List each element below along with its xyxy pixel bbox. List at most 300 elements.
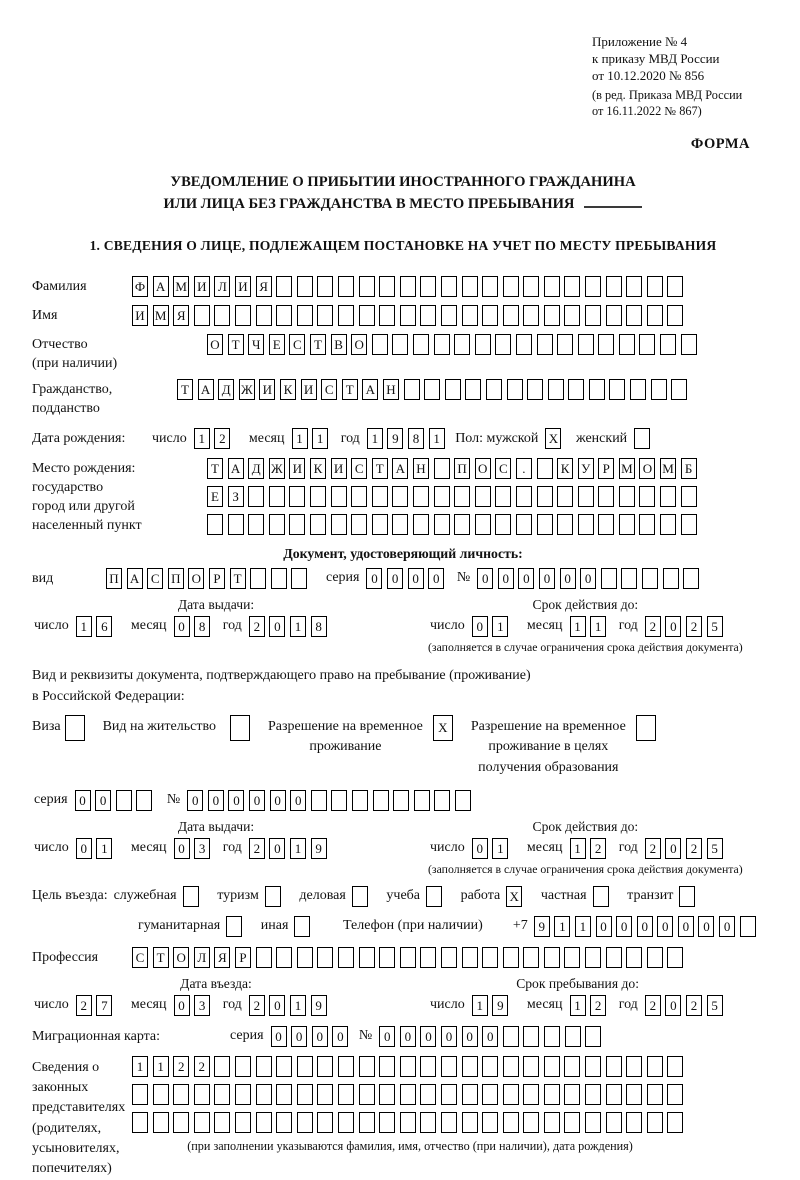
char-box[interactable] xyxy=(441,1056,457,1077)
char-box[interactable] xyxy=(578,514,594,535)
char-box[interactable] xyxy=(414,790,430,811)
char-box[interactable] xyxy=(331,790,347,811)
char-box[interactable] xyxy=(544,1056,560,1077)
char-box[interactable] xyxy=(507,379,523,400)
char-box[interactable] xyxy=(379,947,395,968)
char-box[interactable] xyxy=(271,568,287,589)
char-box[interactable] xyxy=(256,1056,272,1077)
char-box[interactable]: 0 xyxy=(269,838,285,859)
char-box[interactable] xyxy=(660,334,676,355)
char-box[interactable] xyxy=(537,458,553,479)
char-box[interactable] xyxy=(564,276,580,297)
char-box[interactable] xyxy=(683,568,699,589)
char-box[interactable]: 1 xyxy=(132,1056,148,1077)
char-box[interactable] xyxy=(585,947,601,968)
char-box[interactable] xyxy=(585,305,601,326)
char-box[interactable] xyxy=(565,1026,581,1047)
char-box[interactable] xyxy=(462,1084,478,1105)
char-box[interactable]: 0 xyxy=(187,790,203,811)
residence-valid-day[interactable] xyxy=(472,838,513,859)
char-box[interactable]: 0 xyxy=(637,916,653,937)
representatives-row2[interactable] xyxy=(132,1084,688,1105)
char-box[interactable]: 1 xyxy=(76,616,92,637)
char-box[interactable] xyxy=(276,276,292,297)
char-box[interactable] xyxy=(207,514,223,535)
residence-permit-checkbox[interactable] xyxy=(230,715,250,741)
residence-number-boxes[interactable] xyxy=(187,790,475,811)
char-box[interactable]: 0 xyxy=(174,616,190,637)
representatives-row1[interactable] xyxy=(132,1056,688,1077)
char-box[interactable] xyxy=(516,514,532,535)
char-box[interactable]: 9 xyxy=(387,428,403,449)
char-box[interactable] xyxy=(420,1084,436,1105)
entry-day[interactable] xyxy=(76,995,117,1016)
sex-female-checkbox[interactable] xyxy=(634,428,655,449)
char-box[interactable] xyxy=(523,305,539,326)
purpose-transit-checkbox[interactable] xyxy=(679,886,700,907)
char-box[interactable] xyxy=(317,276,333,297)
char-box[interactable] xyxy=(619,514,635,535)
char-box[interactable] xyxy=(289,486,305,507)
identity-issue-month[interactable] xyxy=(174,616,215,637)
char-box[interactable]: 0 xyxy=(472,838,488,859)
char-box[interactable] xyxy=(482,305,498,326)
char-box[interactable] xyxy=(413,486,429,507)
char-box[interactable] xyxy=(256,947,272,968)
char-box[interactable]: М xyxy=(153,305,169,326)
char-box[interactable] xyxy=(426,886,442,907)
char-box[interactable]: 0 xyxy=(462,1026,478,1047)
char-box[interactable] xyxy=(441,947,457,968)
char-box[interactable]: 0 xyxy=(420,1026,436,1047)
birth-place-row1[interactable] xyxy=(207,458,701,479)
char-box[interactable] xyxy=(465,379,481,400)
char-box[interactable] xyxy=(413,334,429,355)
char-box[interactable]: 0 xyxy=(269,616,285,637)
char-box[interactable] xyxy=(639,514,655,535)
char-box[interactable]: Т xyxy=(177,379,193,400)
char-box[interactable] xyxy=(132,1084,148,1105)
migration-number-boxes[interactable] xyxy=(379,1026,606,1047)
char-box[interactable] xyxy=(564,305,580,326)
char-box[interactable] xyxy=(626,1112,642,1133)
char-box[interactable] xyxy=(679,886,695,907)
char-box[interactable] xyxy=(359,947,375,968)
char-box[interactable] xyxy=(568,379,584,400)
char-box[interactable]: Т xyxy=(310,334,326,355)
char-box[interactable]: О xyxy=(207,334,223,355)
char-box[interactable]: 0 xyxy=(76,838,92,859)
birth-month-boxes[interactable] xyxy=(292,428,333,449)
char-box[interactable] xyxy=(462,1056,478,1077)
char-box[interactable] xyxy=(352,886,368,907)
char-box[interactable]: 1 xyxy=(570,616,586,637)
char-box[interactable]: 0 xyxy=(560,568,576,589)
char-box[interactable]: 1 xyxy=(290,995,306,1016)
char-box[interactable]: 0 xyxy=(719,916,735,937)
char-box[interactable] xyxy=(564,1056,580,1077)
char-box[interactable] xyxy=(276,305,292,326)
char-box[interactable]: 9 xyxy=(311,838,327,859)
char-box[interactable]: И xyxy=(331,458,347,479)
char-box[interactable]: 1 xyxy=(590,616,606,637)
char-box[interactable] xyxy=(445,379,461,400)
char-box[interactable]: 2 xyxy=(249,616,265,637)
char-box[interactable]: 9 xyxy=(492,995,508,1016)
char-box[interactable]: 0 xyxy=(665,616,681,637)
birth-place-row2[interactable] xyxy=(207,486,701,507)
char-box[interactable] xyxy=(400,1084,416,1105)
char-box[interactable] xyxy=(116,790,132,811)
char-box[interactable]: 2 xyxy=(645,616,661,637)
purpose-business-checkbox[interactable] xyxy=(183,886,204,907)
char-box[interactable] xyxy=(441,305,457,326)
char-box[interactable] xyxy=(392,514,408,535)
char-box[interactable] xyxy=(606,305,622,326)
char-box[interactable] xyxy=(230,715,250,741)
char-box[interactable] xyxy=(589,379,605,400)
char-box[interactable] xyxy=(503,276,519,297)
char-box[interactable]: 1 xyxy=(570,838,586,859)
char-box[interactable]: 0 xyxy=(332,1026,348,1047)
char-box[interactable] xyxy=(310,486,326,507)
char-box[interactable] xyxy=(373,790,389,811)
char-box[interactable] xyxy=(214,305,230,326)
char-box[interactable] xyxy=(269,486,285,507)
char-box[interactable]: 0 xyxy=(228,790,244,811)
char-box[interactable] xyxy=(585,276,601,297)
char-box[interactable] xyxy=(495,334,511,355)
char-box[interactable] xyxy=(372,486,388,507)
char-box[interactable] xyxy=(214,1056,230,1077)
residence-issue-day[interactable] xyxy=(76,838,117,859)
char-box[interactable] xyxy=(248,486,264,507)
char-box[interactable] xyxy=(359,1084,375,1105)
char-box[interactable]: К xyxy=(310,458,326,479)
char-box[interactable]: 0 xyxy=(678,916,694,937)
char-box[interactable] xyxy=(486,379,502,400)
char-box[interactable] xyxy=(194,1112,210,1133)
char-box[interactable] xyxy=(297,947,313,968)
temp-permit-checkbox[interactable] xyxy=(433,715,453,741)
char-box[interactable]: М xyxy=(619,458,635,479)
char-box[interactable]: И xyxy=(301,379,317,400)
char-box[interactable] xyxy=(338,1056,354,1077)
char-box[interactable]: 0 xyxy=(518,568,534,589)
char-box[interactable]: А xyxy=(228,458,244,479)
char-box[interactable] xyxy=(667,1056,683,1077)
char-box[interactable]: 0 xyxy=(95,790,111,811)
char-box[interactable]: Ж xyxy=(239,379,255,400)
char-box[interactable] xyxy=(434,334,450,355)
char-box[interactable] xyxy=(598,486,614,507)
char-box[interactable] xyxy=(454,334,470,355)
char-box[interactable] xyxy=(392,334,408,355)
char-box[interactable] xyxy=(297,305,313,326)
char-box[interactable]: Т xyxy=(342,379,358,400)
purpose-tourism-checkbox[interactable] xyxy=(265,886,286,907)
char-box[interactable]: 5 xyxy=(707,616,723,637)
purpose-work-checkbox[interactable] xyxy=(506,886,527,907)
identity-valid-month[interactable] xyxy=(570,616,611,637)
char-box[interactable] xyxy=(544,305,560,326)
char-box[interactable]: У xyxy=(578,458,594,479)
char-box[interactable] xyxy=(606,276,622,297)
char-box[interactable] xyxy=(352,790,368,811)
char-box[interactable] xyxy=(503,1026,519,1047)
char-box[interactable] xyxy=(226,916,242,937)
char-box[interactable]: 0 xyxy=(477,568,493,589)
char-box[interactable]: И xyxy=(194,276,210,297)
char-box[interactable] xyxy=(338,947,354,968)
surname-boxes[interactable] xyxy=(132,276,688,297)
doc-type-boxes[interactable] xyxy=(106,568,312,589)
citizenship-boxes[interactable] xyxy=(177,379,692,400)
migration-series-boxes[interactable] xyxy=(271,1026,353,1047)
birth-year-boxes[interactable] xyxy=(367,428,449,449)
char-box[interactable] xyxy=(503,947,519,968)
char-box[interactable] xyxy=(619,334,635,355)
char-box[interactable] xyxy=(400,1056,416,1077)
char-box[interactable] xyxy=(585,1112,601,1133)
char-box[interactable] xyxy=(379,305,395,326)
char-box[interactable] xyxy=(338,305,354,326)
char-box[interactable] xyxy=(482,947,498,968)
identity-valid-year[interactable] xyxy=(645,616,727,637)
char-box[interactable] xyxy=(609,379,625,400)
residence-valid-month[interactable] xyxy=(570,838,611,859)
char-box[interactable] xyxy=(400,1112,416,1133)
char-box[interactable] xyxy=(194,1084,210,1105)
char-box[interactable] xyxy=(434,514,450,535)
char-box[interactable] xyxy=(626,947,642,968)
char-box[interactable] xyxy=(667,1084,683,1105)
char-box[interactable]: А xyxy=(198,379,214,400)
char-box[interactable] xyxy=(441,1084,457,1105)
char-box[interactable] xyxy=(537,514,553,535)
char-box[interactable] xyxy=(537,486,553,507)
char-box[interactable]: И xyxy=(132,305,148,326)
char-box[interactable] xyxy=(475,514,491,535)
char-box[interactable]: 0 xyxy=(482,1026,498,1047)
char-box[interactable] xyxy=(248,514,264,535)
char-box[interactable]: С xyxy=(351,458,367,479)
char-box[interactable]: М xyxy=(173,276,189,297)
char-box[interactable]: 2 xyxy=(214,428,230,449)
char-box[interactable] xyxy=(235,1056,251,1077)
char-box[interactable]: Т xyxy=(230,568,246,589)
char-box[interactable]: 0 xyxy=(657,916,673,937)
char-box[interactable]: П xyxy=(454,458,470,479)
char-box[interactable] xyxy=(317,305,333,326)
char-box[interactable] xyxy=(667,947,683,968)
char-box[interactable] xyxy=(379,1084,395,1105)
char-box[interactable]: 1 xyxy=(292,428,308,449)
char-box[interactable] xyxy=(578,486,594,507)
char-box[interactable]: 8 xyxy=(311,616,327,637)
profession-boxes[interactable] xyxy=(132,947,688,968)
char-box[interactable]: 9 xyxy=(311,995,327,1016)
char-box[interactable]: С xyxy=(289,334,305,355)
purpose-humanitarian-checkbox[interactable] xyxy=(226,916,247,937)
char-box[interactable] xyxy=(297,1112,313,1133)
char-box[interactable]: 0 xyxy=(616,916,632,937)
char-box[interactable] xyxy=(606,1084,622,1105)
char-box[interactable] xyxy=(639,334,655,355)
sex-male-checkbox[interactable] xyxy=(545,428,566,449)
phone-boxes[interactable] xyxy=(534,916,761,937)
char-box[interactable]: 5 xyxy=(707,995,723,1016)
char-box[interactable] xyxy=(660,514,676,535)
char-box[interactable] xyxy=(527,379,543,400)
char-box[interactable] xyxy=(276,947,292,968)
char-box[interactable]: 0 xyxy=(312,1026,328,1047)
char-box[interactable]: 0 xyxy=(271,1026,287,1047)
char-box[interactable] xyxy=(153,1112,169,1133)
char-box[interactable]: Т xyxy=(153,947,169,968)
char-box[interactable]: 0 xyxy=(290,790,306,811)
char-box[interactable] xyxy=(636,715,656,741)
char-box[interactable]: 1 xyxy=(429,428,445,449)
char-box[interactable]: 2 xyxy=(194,1056,210,1077)
char-box[interactable]: 7 xyxy=(96,995,112,1016)
char-box[interactable]: 0 xyxy=(208,790,224,811)
char-box[interactable]: 2 xyxy=(590,995,606,1016)
stay-day[interactable] xyxy=(472,995,513,1016)
char-box[interactable] xyxy=(183,886,199,907)
char-box[interactable] xyxy=(256,305,272,326)
char-box[interactable] xyxy=(289,514,305,535)
char-box[interactable] xyxy=(537,334,553,355)
char-box[interactable] xyxy=(523,947,539,968)
char-box[interactable] xyxy=(647,1056,663,1077)
char-box[interactable] xyxy=(557,486,573,507)
char-box[interactable] xyxy=(420,947,436,968)
char-box[interactable] xyxy=(667,276,683,297)
char-box[interactable] xyxy=(585,1084,601,1105)
char-box[interactable] xyxy=(462,276,478,297)
char-box[interactable] xyxy=(420,1056,436,1077)
char-box[interactable] xyxy=(523,1026,539,1047)
char-box[interactable] xyxy=(297,1084,313,1105)
char-box[interactable] xyxy=(294,916,310,937)
char-box[interactable]: С xyxy=(321,379,337,400)
char-box[interactable]: 1 xyxy=(290,838,306,859)
purpose-other-checkbox[interactable] xyxy=(294,916,315,937)
identity-issue-day[interactable] xyxy=(76,616,117,637)
char-box[interactable] xyxy=(153,1084,169,1105)
char-box[interactable] xyxy=(173,1112,189,1133)
char-box[interactable] xyxy=(516,486,532,507)
char-box[interactable] xyxy=(132,1112,148,1133)
char-box[interactable]: 1 xyxy=(492,616,508,637)
residence-issue-month[interactable] xyxy=(174,838,215,859)
char-box[interactable]: И xyxy=(289,458,305,479)
char-box[interactable]: 0 xyxy=(387,568,403,589)
identity-valid-day[interactable] xyxy=(472,616,513,637)
char-box[interactable] xyxy=(601,568,617,589)
char-box[interactable] xyxy=(359,276,375,297)
char-box[interactable]: П xyxy=(168,568,184,589)
char-box[interactable]: А xyxy=(127,568,143,589)
char-box[interactable] xyxy=(250,568,266,589)
char-box[interactable] xyxy=(651,379,667,400)
char-box[interactable] xyxy=(420,1112,436,1133)
char-box[interactable] xyxy=(359,1056,375,1077)
char-box[interactable]: Е xyxy=(269,334,285,355)
identity-issue-year[interactable] xyxy=(249,616,331,637)
char-box[interactable]: Д xyxy=(218,379,234,400)
char-box[interactable] xyxy=(311,790,327,811)
char-box[interactable]: 2 xyxy=(249,995,265,1016)
char-box[interactable] xyxy=(400,947,416,968)
char-box[interactable] xyxy=(626,1056,642,1077)
char-box[interactable] xyxy=(228,514,244,535)
char-box[interactable] xyxy=(495,514,511,535)
char-box[interactable] xyxy=(544,947,560,968)
char-box[interactable]: О xyxy=(173,947,189,968)
char-box[interactable] xyxy=(681,514,697,535)
char-box[interactable] xyxy=(297,1056,313,1077)
char-box[interactable] xyxy=(647,276,663,297)
char-box[interactable] xyxy=(256,1084,272,1105)
char-box[interactable] xyxy=(564,1084,580,1105)
char-box[interactable] xyxy=(523,1112,539,1133)
char-box[interactable]: 0 xyxy=(379,1026,395,1047)
char-box[interactable] xyxy=(462,305,478,326)
char-box[interactable] xyxy=(663,568,679,589)
char-box[interactable] xyxy=(626,305,642,326)
char-box[interactable]: Н xyxy=(383,379,399,400)
char-box[interactable] xyxy=(475,486,491,507)
char-box[interactable] xyxy=(256,1112,272,1133)
char-box[interactable]: Я xyxy=(214,947,230,968)
char-box[interactable]: Л xyxy=(214,276,230,297)
char-box[interactable] xyxy=(441,276,457,297)
char-box[interactable]: А xyxy=(392,458,408,479)
char-box[interactable]: 0 xyxy=(249,790,265,811)
purpose-commercial-checkbox[interactable] xyxy=(352,886,373,907)
char-box[interactable]: 3 xyxy=(194,838,210,859)
char-box[interactable] xyxy=(647,305,663,326)
char-box[interactable]: 1 xyxy=(194,428,210,449)
birth-day-boxes[interactable] xyxy=(194,428,235,449)
char-box[interactable] xyxy=(626,1084,642,1105)
char-box[interactable] xyxy=(544,1026,560,1047)
char-box[interactable] xyxy=(317,1056,333,1077)
char-box[interactable]: 3 xyxy=(194,995,210,1016)
char-box[interactable]: Я xyxy=(173,305,189,326)
patronymic-boxes[interactable] xyxy=(207,334,701,355)
char-box[interactable]: 0 xyxy=(441,1026,457,1047)
char-box[interactable] xyxy=(65,715,85,741)
char-box[interactable]: 9 xyxy=(534,916,550,937)
char-box[interactable] xyxy=(214,1084,230,1105)
char-box[interactable] xyxy=(523,276,539,297)
given-name-boxes[interactable] xyxy=(132,305,688,326)
char-box[interactable] xyxy=(310,514,326,535)
char-box[interactable] xyxy=(269,514,285,535)
char-box[interactable] xyxy=(434,486,450,507)
char-box[interactable]: 8 xyxy=(408,428,424,449)
purpose-private-checkbox[interactable] xyxy=(593,886,614,907)
char-box[interactable] xyxy=(404,379,420,400)
char-box[interactable] xyxy=(564,1112,580,1133)
char-box[interactable] xyxy=(235,305,251,326)
char-box[interactable]: 1 xyxy=(570,995,586,1016)
char-box[interactable] xyxy=(351,486,367,507)
char-box[interactable] xyxy=(424,379,440,400)
